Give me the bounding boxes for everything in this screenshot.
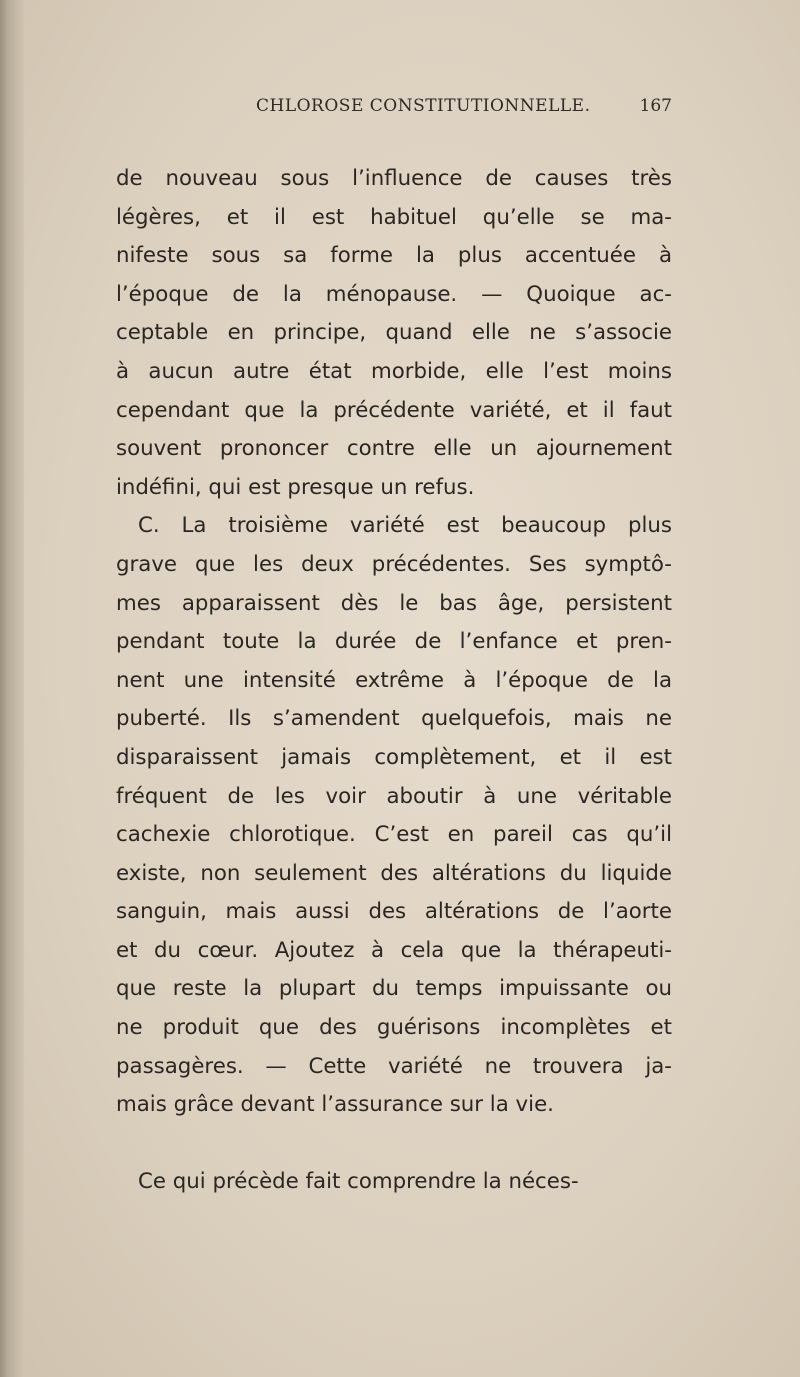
text-line: fréquent de les voir aboutir à une véritable xyxy=(116,783,672,809)
text-line: passagères. — Cette variété ne trouvera ja- xyxy=(116,1053,672,1079)
text-line: mais grâce devant l’assurance sur la vie. xyxy=(116,1092,554,1118)
text-line: de nouveau sous l’influence de causes très xyxy=(116,166,672,191)
text-line: indéfini, qui est presque un refus. xyxy=(116,474,475,500)
text-line: sanguin, mais aussi des altérations de l’aorte xyxy=(116,899,672,925)
text-line: pendant toute la durée de l’enfance et pren- xyxy=(116,629,672,655)
text-line: Ce qui précède fait comprendre la néces- xyxy=(138,1169,579,1195)
text-line: souvent prononcer contre elle un ajournement xyxy=(116,436,672,462)
text-line: cependant que la précédente variété, et il faut xyxy=(116,397,672,423)
running-title: CHLOROSE CONSTITUTIONNELLE. xyxy=(256,96,591,116)
text-line: cachexie chlorotique. C’est en pareil cas qu’il xyxy=(116,822,672,848)
text-line: disparaissent jamais complètement, et il est xyxy=(116,744,672,770)
text-line: nent une intensité extrême à l’époque de la xyxy=(116,667,672,693)
page-number: 167 xyxy=(639,96,672,116)
text-line: nifeste sous sa forme la plus accentuée à xyxy=(116,243,672,269)
text-line: grave que les deux précédentes. Ses symptô- xyxy=(116,551,672,577)
text-line: ne produit que des guérisons incomplètes et xyxy=(116,1015,672,1041)
text-line: ceptable en principe, quand elle ne s’associe xyxy=(116,320,672,346)
blank-line xyxy=(116,1125,672,1164)
text-line: et du cœur. Ajoutez à cela que la thérapeuti- xyxy=(116,937,672,963)
text-line: C. La troisième variété est beaucoup plus xyxy=(138,513,672,539)
text-line: existe, non seulement des altérations du liquide xyxy=(116,860,672,886)
text-line: que reste la plupart du temps impuissante ou xyxy=(116,976,672,1002)
text-line: à aucun autre état morbide, elle l’est moins xyxy=(116,358,672,384)
running-header xyxy=(116,92,672,122)
page-gutter-shadow xyxy=(0,0,24,1377)
body-text xyxy=(116,160,672,1202)
text-line: mes apparaissent dès le bas âge, persistent xyxy=(116,590,672,616)
text-line: légères, et il est habituel qu’elle se ma- xyxy=(116,204,672,230)
text-line: puberté. Ils s’amendent quelquefois, mais ne xyxy=(116,706,672,732)
text-line: l’époque de la ménopause. — Quoique ac- xyxy=(116,281,672,307)
